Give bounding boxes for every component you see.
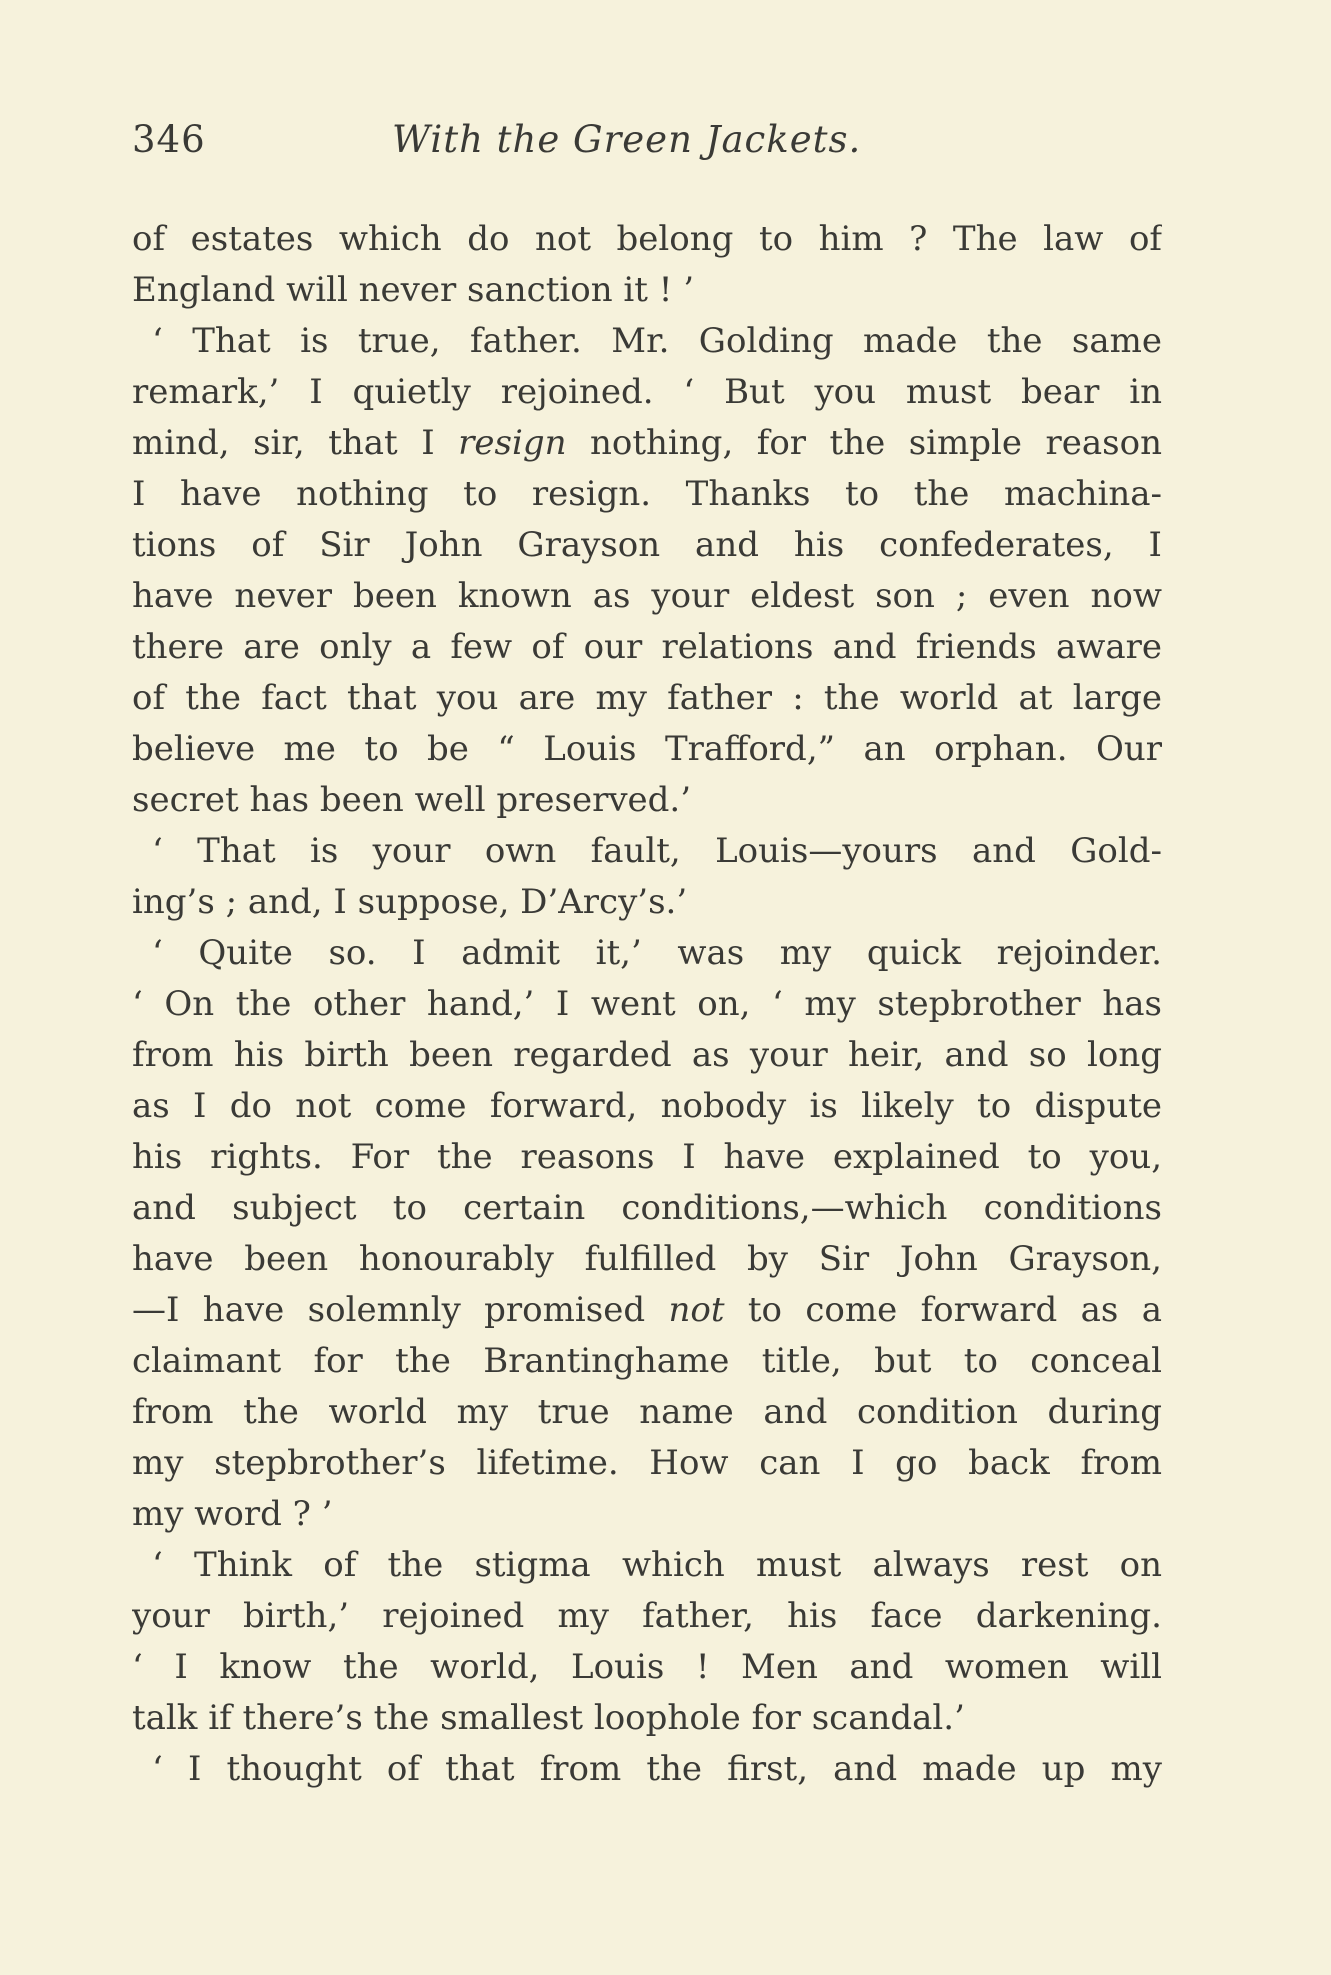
text-line: believe me to be “ Louis Trafford,” an orphan. Our [132,729,1162,769]
text-line: tions of Sir John Grayson and his confederates, I [132,525,1162,565]
text-line: from the world my true name and condition during [132,1392,1162,1432]
text-line: of the fact that you are my father : the world at large [132,678,1162,718]
text-line: ing’s ; and, I suppose, D’Arcy’s.’ [132,882,688,922]
text-line: ‘ That is true, father. Mr. Golding made the same [152,321,1162,361]
text-line: his rights. For the reasons I have explained to you, [132,1137,1162,1177]
text-line: your birth,’ rejoined my father, his face darkening. [132,1596,1162,1636]
text-line: ‘ I thought of that from the first, and made up my [152,1749,1162,1789]
italic-word: resign [458,423,567,463]
text-line: talk if there’s the smallest loophole for scandal.’ [132,1698,965,1738]
text-line: ‘ On the other hand,’ I went on, ‘ my stepbrother has [132,984,1162,1024]
text-line: ‘ Quite so. I admit it,’ was my quick rejoinder. [152,933,1162,973]
page-header [132,118,1162,178]
text-line: ‘ Think of the stigma which must always rest on [152,1545,1162,1585]
text-line: there are only a few of our relations and friends aware [132,627,1162,667]
text-line: as I do not come forward, nobody is likely to dispute [132,1086,1162,1126]
text-line: I have nothing to resign. Thanks to the machina- [132,474,1162,514]
running-title: With the Green Jackets. [392,118,862,161]
body-text [132,214,1162,1795]
text-line: my stepbrother’s lifetime. How can I go back from [132,1443,1162,1483]
text-line: have been honourably fulfilled by Sir John Grayson, [132,1239,1162,1279]
text-line: ‘ That is your own fault, Louis—yours and Gold- [152,831,1162,871]
text-line: secret has been well preserved.’ [132,780,692,820]
text-line: of estates which do not belong to him ? The law of [132,219,1162,259]
text-line: mind, sir, that I resign nothing, for the simple reason [132,423,1162,463]
text-line: remark,’ I quietly rejoined. ‘ But you must bear in [132,372,1162,412]
text-line: from his birth been regarded as your heir, and so long [132,1035,1162,1075]
text-line: claimant for the Brantinghame title, but to conceal [132,1341,1162,1381]
page-number: 346 [132,118,206,161]
text-line: ‘ I know the world, Louis ! Men and women will [132,1647,1162,1687]
text-line: my word ? ’ [132,1494,333,1534]
text-line: —I have solemnly promised not to come forward as a [132,1290,1162,1330]
italic-word: not [668,1290,725,1330]
text-line: and subject to certain conditions,—which conditions [132,1188,1162,1228]
text-line: have never been known as your eldest son ; even now [132,576,1162,616]
text-line: England will never sanction it ! ’ [132,270,695,310]
